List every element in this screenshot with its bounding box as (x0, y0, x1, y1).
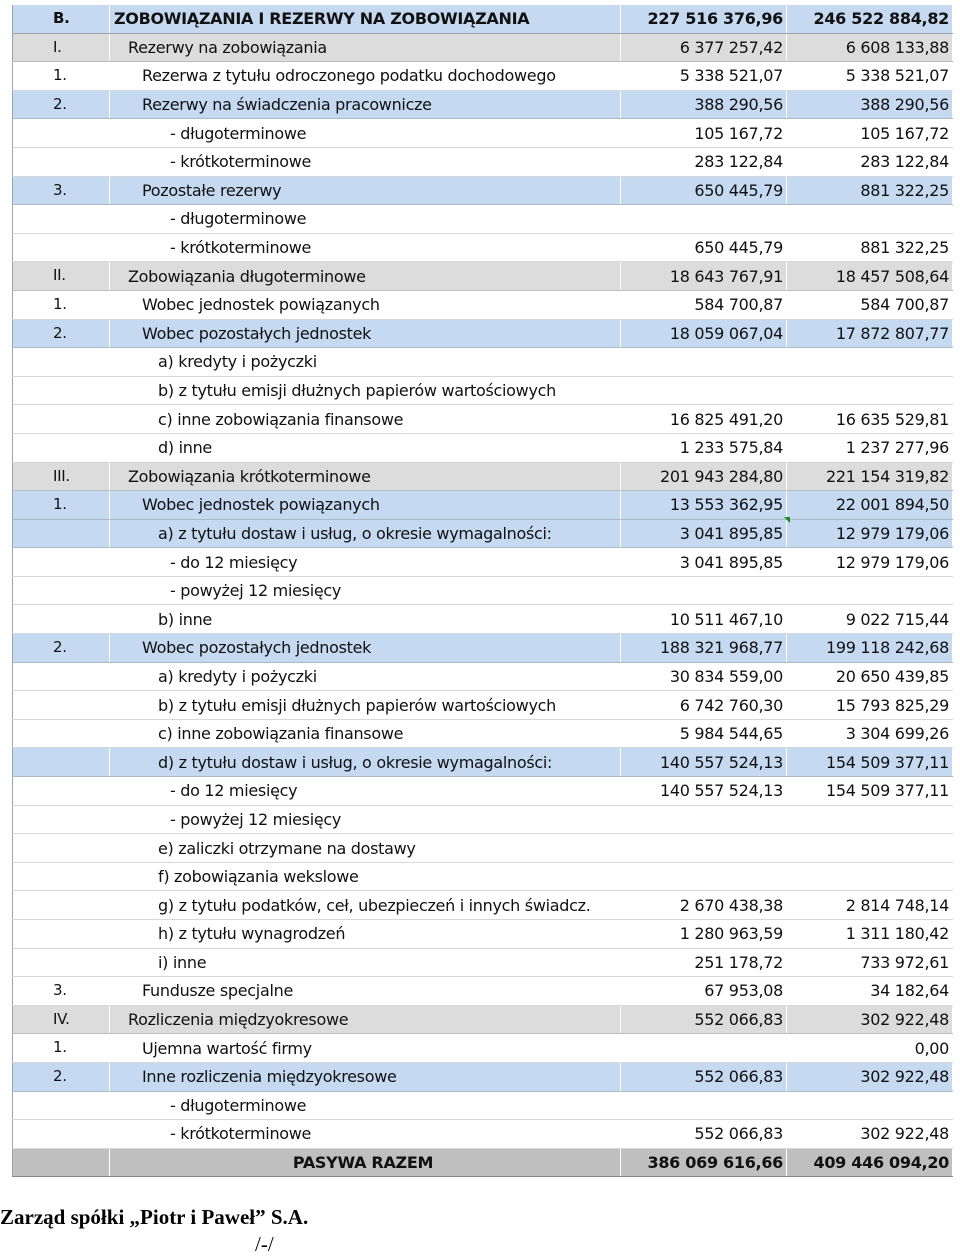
value-current: 2 670 438,38 (621, 891, 787, 920)
row-label: Ujemna wartość firmy (142, 1038, 312, 1058)
value-current: 388 290,56 (621, 90, 787, 119)
value-current: 5 984 544,65 (621, 719, 787, 748)
value-current: 188 321 968,77 (621, 634, 787, 663)
table-row (13, 605, 953, 634)
value-current (621, 376, 787, 405)
table-row (13, 1034, 953, 1063)
table-row (13, 548, 953, 577)
value-previous: 199 118 242,68 (787, 634, 953, 663)
row-label-cell (110, 433, 621, 462)
row-label-cell (110, 205, 621, 234)
row-label: b) inne (158, 609, 212, 629)
table-row (13, 290, 953, 319)
value-current: 3 041 895,85 (621, 548, 787, 577)
value-current: 5 338 521,07 (621, 62, 787, 91)
row-number: 2. (13, 1062, 110, 1091)
value-previous: 409 446 094,20 (787, 1148, 953, 1177)
value-current: 386 069 616,66 (621, 1148, 787, 1177)
row-label-cell (110, 62, 621, 91)
table-row (13, 90, 953, 119)
value-previous: 0,00 (787, 1034, 953, 1063)
table-row (13, 62, 953, 91)
row-label: - długoterminowe (170, 123, 307, 143)
row-label: - krótkoterminowe (170, 1124, 312, 1144)
value-current: 584 700,87 (621, 290, 787, 319)
value-previous: 881 322,25 (787, 233, 953, 262)
value-current (621, 862, 787, 891)
row-label: f) zobowiązania wekslowe (158, 867, 359, 887)
row-label: g) z tytułu podatków, ceł, ubezpieczeń i innych świadcz. (158, 895, 591, 915)
row-number: B. (13, 5, 110, 34)
row-number (13, 891, 110, 920)
row-label: - powyżej 12 miesięcy (170, 581, 342, 601)
row-label-cell (110, 119, 621, 148)
row-number (13, 920, 110, 949)
row-number (13, 862, 110, 891)
table-row (13, 576, 953, 605)
row-label-cell (110, 262, 621, 291)
row-label: Rezerwy na zobowiązania (128, 37, 327, 57)
row-label-cell (110, 405, 621, 434)
table-row (13, 1005, 953, 1034)
row-label-cell (110, 977, 621, 1006)
table-row (13, 662, 953, 691)
row-label-cell (110, 1062, 621, 1091)
row-number (13, 777, 110, 806)
value-previous: 1 237 277,96 (787, 433, 953, 462)
value-previous: 12 979 179,06 (787, 548, 953, 577)
row-label-cell (110, 462, 621, 491)
row-label-cell (110, 719, 621, 748)
row-label-cell (110, 1091, 621, 1120)
row-label-cell (110, 691, 621, 720)
row-label-cell (110, 1148, 621, 1177)
row-label: Wobec pozostałych jednostek (142, 323, 372, 343)
table-row (13, 119, 953, 148)
row-label-cell (110, 605, 621, 634)
row-number (13, 119, 110, 148)
row-label: Rezerwy na świadczenia pracownicze (142, 95, 432, 115)
row-label-cell (110, 548, 621, 577)
value-previous (787, 376, 953, 405)
value-previous: 105 167,72 (787, 119, 953, 148)
table-row (13, 862, 953, 891)
row-label-cell (110, 1005, 621, 1034)
row-label: e) zaliczki otrzymane na dostawy (158, 838, 416, 858)
value-previous: 302 922,48 (787, 1062, 953, 1091)
value-current: 552 066,83 (621, 1062, 787, 1091)
row-label-cell (110, 805, 621, 834)
value-previous: 221 154 319,82 (787, 462, 953, 491)
table-row (13, 376, 953, 405)
table-row (13, 262, 953, 291)
table-row (13, 634, 953, 663)
row-label-cell (110, 147, 621, 176)
value-current: 105 167,72 (621, 119, 787, 148)
table-row (13, 777, 953, 806)
board-signature: Zarząd spółki „Piotr i Paweł” S.A. (0, 1205, 309, 1229)
value-previous (787, 576, 953, 605)
row-number (13, 433, 110, 462)
row-label-cell (110, 519, 621, 548)
value-previous: 1 311 180,42 (787, 920, 953, 949)
row-label: Zobowiązania długoterminowe (128, 266, 366, 286)
row-label-cell (110, 834, 621, 863)
total-row (13, 1148, 953, 1177)
row-label: h) z tytułu wynagrodzeń (158, 924, 346, 944)
row-label-cell (110, 319, 621, 348)
row-number: II. (13, 262, 110, 291)
row-label: Wobec pozostałych jednostek (142, 638, 372, 658)
table-row (13, 491, 953, 520)
value-current: 67 953,08 (621, 977, 787, 1006)
value-previous: 584 700,87 (787, 290, 953, 319)
table-row (13, 462, 953, 491)
row-label: ZOBOWIĄZANIA I REZERWY NA ZOBOWIĄZANIA (114, 9, 530, 29)
value-current: 201 943 284,80 (621, 462, 787, 491)
row-label-cell (110, 348, 621, 377)
table-row (13, 433, 953, 462)
row-label: - krótkoterminowe (170, 152, 312, 172)
row-number (13, 605, 110, 634)
row-label-cell (110, 862, 621, 891)
row-label: - do 12 miesięcy (170, 781, 298, 801)
row-number (13, 834, 110, 863)
value-previous (787, 862, 953, 891)
value-current: 6 377 257,42 (621, 33, 787, 62)
table-row (13, 348, 953, 377)
row-label-cell (110, 777, 621, 806)
row-label: - powyżej 12 miesięcy (170, 809, 342, 829)
row-label-cell (110, 90, 621, 119)
value-current (621, 1034, 787, 1063)
value-current: 18 643 767,91 (621, 262, 787, 291)
value-current: 1 280 963,59 (621, 920, 787, 949)
row-label: i) inne (158, 952, 207, 972)
table-row (13, 977, 953, 1006)
value-previous: 154 509 377,11 (787, 748, 953, 777)
row-label: Wobec jednostek powiązanych (142, 495, 380, 515)
value-previous: 9 022 715,44 (787, 605, 953, 634)
row-label: Zobowiązania krótkoterminowe (128, 466, 371, 486)
row-label: Rozliczenia międzyokresowe (128, 1010, 349, 1030)
value-previous: 22 001 894,50 (787, 491, 953, 520)
row-label: Inne rozliczenia międzyokresowe (142, 1067, 397, 1087)
value-current: 16 825 491,20 (621, 405, 787, 434)
row-label: Pozostałe rezerwy (142, 180, 282, 200)
table-row (13, 205, 953, 234)
value-current (621, 205, 787, 234)
row-label-cell (110, 634, 621, 663)
value-current: 3 041 895,85 (621, 519, 787, 548)
value-current: 30 834 559,00 (621, 662, 787, 691)
table-row (13, 891, 953, 920)
value-previous: 2 814 748,14 (787, 891, 953, 920)
row-number (13, 748, 110, 777)
cell-comment-marker-icon (784, 517, 790, 523)
value-current (621, 805, 787, 834)
value-previous: 881 322,25 (787, 176, 953, 205)
table-row (13, 405, 953, 434)
value-current: 13 553 362,95 (621, 491, 787, 520)
row-number: 2. (13, 319, 110, 348)
row-number (13, 805, 110, 834)
value-current: 283 122,84 (621, 147, 787, 176)
value-previous (787, 1091, 953, 1120)
row-label-cell (110, 5, 621, 34)
table-row (13, 147, 953, 176)
value-current: 251 178,72 (621, 948, 787, 977)
table-row (13, 519, 953, 548)
table-row (13, 691, 953, 720)
table-row (13, 1062, 953, 1091)
table-row (13, 33, 953, 62)
value-previous: 302 922,48 (787, 1005, 953, 1034)
value-current (621, 1091, 787, 1120)
table-row (13, 834, 953, 863)
row-label: Wobec jednostek powiązanych (142, 295, 380, 315)
value-previous: 3 304 699,26 (787, 719, 953, 748)
row-number (13, 147, 110, 176)
row-number: 3. (13, 176, 110, 205)
row-label: Fundusze specjalne (142, 981, 293, 1001)
row-label-cell (110, 662, 621, 691)
table-row (13, 176, 953, 205)
value-previous: 16 635 529,81 (787, 405, 953, 434)
row-label-cell (110, 920, 621, 949)
value-current: 1 233 575,84 (621, 433, 787, 462)
row-label-cell (110, 33, 621, 62)
value-previous: 15 793 825,29 (787, 691, 953, 720)
row-label: d) inne (158, 438, 212, 458)
value-current: 552 066,83 (621, 1005, 787, 1034)
row-label: - długoterminowe (170, 1095, 307, 1115)
value-previous: 733 972,61 (787, 948, 953, 977)
row-label: Rezerwa z tytułu odroczonego podatku dochodowego (142, 66, 556, 86)
row-number (13, 348, 110, 377)
row-number (13, 405, 110, 434)
row-number (13, 233, 110, 262)
row-number: 1. (13, 62, 110, 91)
table-row (13, 233, 953, 262)
row-number (13, 948, 110, 977)
value-previous: 18 457 508,64 (787, 262, 953, 291)
table-row (13, 1091, 953, 1120)
row-label: PASYWA RAZEM (292, 1153, 434, 1173)
row-number: 1. (13, 290, 110, 319)
row-number (13, 719, 110, 748)
value-previous: 12 979 179,06 (787, 519, 953, 548)
row-label: - długoterminowe (170, 209, 307, 229)
row-number (13, 1091, 110, 1120)
liabilities-table-body (13, 5, 953, 1177)
row-label-cell (110, 576, 621, 605)
value-previous: 283 122,84 (787, 147, 953, 176)
value-current (621, 834, 787, 863)
table-row (13, 805, 953, 834)
row-number: 2. (13, 634, 110, 663)
value-previous (787, 805, 953, 834)
row-label-cell (110, 1120, 621, 1149)
value-previous (787, 205, 953, 234)
row-label-cell (110, 233, 621, 262)
value-current (621, 576, 787, 605)
value-current: 6 742 760,30 (621, 691, 787, 720)
value-current: 18 059 067,04 (621, 319, 787, 348)
row-number (13, 662, 110, 691)
value-previous (787, 834, 953, 863)
row-number: 1. (13, 1034, 110, 1063)
row-number: I. (13, 33, 110, 62)
signature-mark: /-/ (255, 1232, 274, 1256)
row-number: 2. (13, 90, 110, 119)
value-current (621, 348, 787, 377)
value-current: 650 445,79 (621, 176, 787, 205)
row-label: c) inne zobowiązania finansowe (158, 724, 404, 744)
row-number: 1. (13, 491, 110, 520)
value-previous: 17 872 807,77 (787, 319, 953, 348)
value-previous: 302 922,48 (787, 1120, 953, 1149)
row-number (13, 1120, 110, 1149)
row-label-cell (110, 891, 621, 920)
table-row (13, 748, 953, 777)
value-current: 227 516 376,96 (621, 5, 787, 34)
table-row (13, 920, 953, 949)
row-label: - krótkoterminowe (170, 238, 312, 258)
row-label: a) z tytułu dostaw i usług, o okresie wymagalności: (158, 523, 552, 543)
row-label-cell (110, 948, 621, 977)
value-current: 140 557 524,13 (621, 748, 787, 777)
table-row (13, 319, 953, 348)
row-label-cell (110, 1034, 621, 1063)
row-number: 3. (13, 977, 110, 1006)
row-number (13, 576, 110, 605)
row-label: c) inne zobowiązania finansowe (158, 409, 404, 429)
row-number (13, 376, 110, 405)
row-label: - do 12 miesięcy (170, 552, 298, 572)
row-label-cell (110, 176, 621, 205)
table-row (13, 1120, 953, 1149)
row-label: a) kredyty i pożyczki (158, 666, 317, 686)
row-label-cell (110, 290, 621, 319)
liabilities-table (12, 4, 953, 1177)
row-label: b) z tytułu emisji dłużnych papierów wartościowych (158, 381, 556, 401)
value-current: 650 445,79 (621, 233, 787, 262)
value-previous: 246 522 884,82 (787, 5, 953, 34)
row-label-cell (110, 376, 621, 405)
row-label: d) z tytułu dostaw i usług, o okresie wymagalności: (158, 752, 553, 772)
value-previous: 5 338 521,07 (787, 62, 953, 91)
value-previous: 34 182,64 (787, 977, 953, 1006)
row-number: IV. (13, 1005, 110, 1034)
row-number (13, 519, 110, 548)
value-current: 10 511 467,10 (621, 605, 787, 634)
value-previous: 6 608 133,88 (787, 33, 953, 62)
value-previous: 20 650 439,85 (787, 662, 953, 691)
value-previous (787, 348, 953, 377)
header-row (13, 5, 953, 34)
row-label-cell (110, 748, 621, 777)
row-number (13, 691, 110, 720)
row-label: a) kredyty i pożyczki (158, 352, 317, 372)
row-number: III. (13, 462, 110, 491)
row-number (13, 205, 110, 234)
value-previous: 154 509 377,11 (787, 777, 953, 806)
value-previous: 388 290,56 (787, 90, 953, 119)
row-number (13, 1148, 110, 1177)
value-current: 552 066,83 (621, 1120, 787, 1149)
row-number (13, 548, 110, 577)
value-current: 140 557 524,13 (621, 777, 787, 806)
table-row (13, 719, 953, 748)
row-label: b) z tytułu emisji dłużnych papierów wartościowych (158, 695, 556, 715)
row-label-cell (110, 491, 621, 520)
table-row (13, 948, 953, 977)
